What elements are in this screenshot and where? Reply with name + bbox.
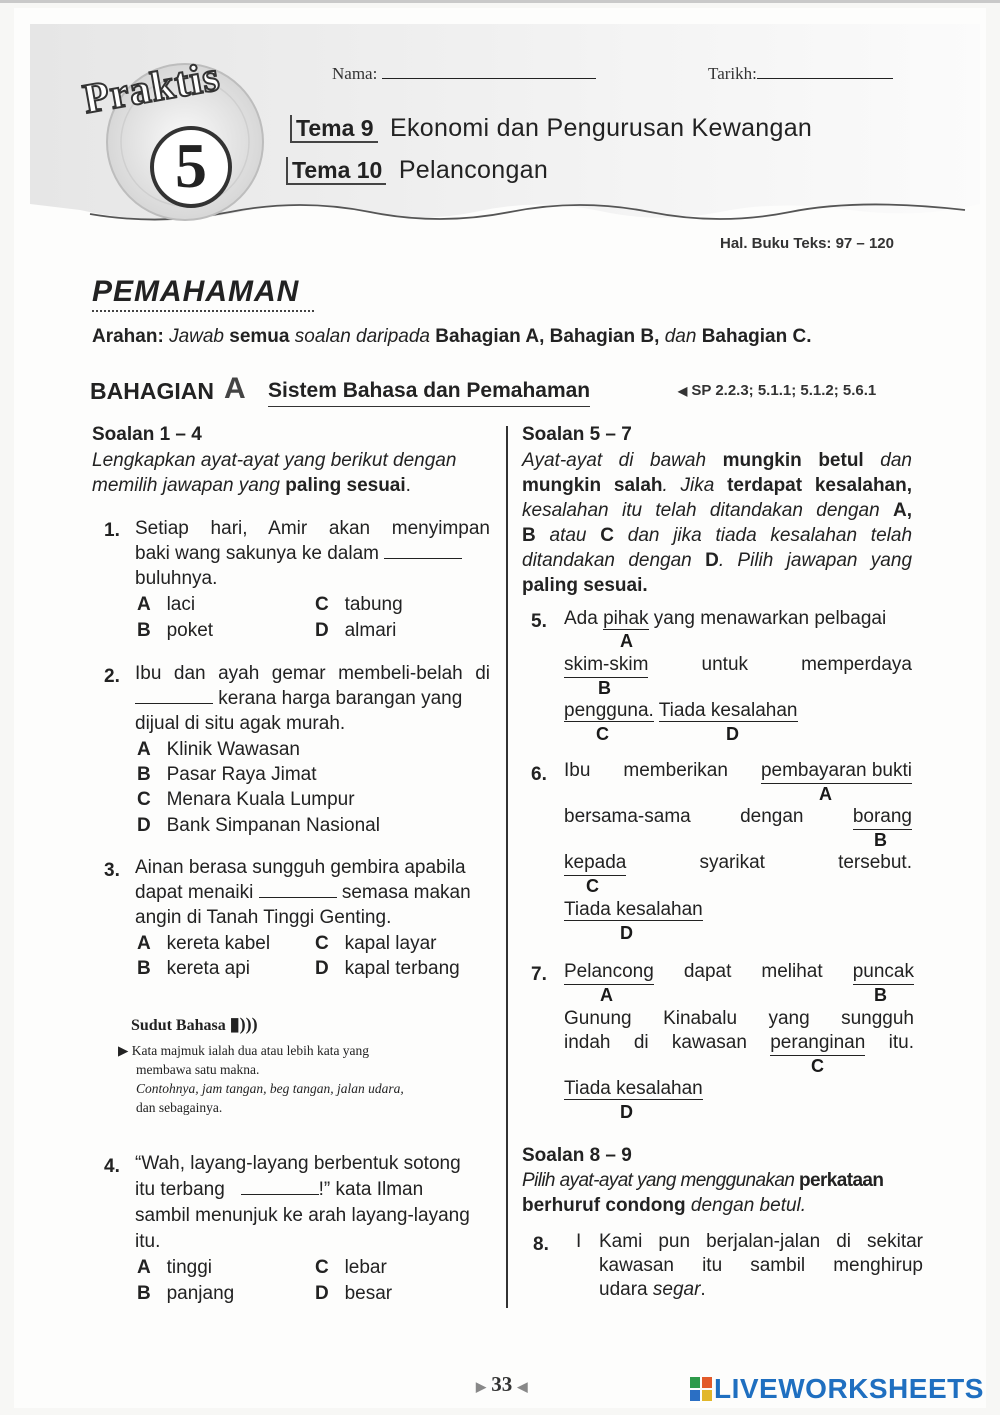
q2-blank[interactable] bbox=[135, 687, 213, 704]
q6-line2: bersama-sama dengan borang bbox=[564, 804, 912, 830]
sp-codes: ◀ SP 2.2.3; 5.1.1; 5.1.2; 5.6.1 bbox=[678, 382, 877, 399]
q4-option-b[interactable]: B panjang bbox=[137, 1283, 235, 1304]
tarikh-label: Tarikh: bbox=[708, 64, 893, 84]
q7-label-c: C bbox=[811, 1056, 824, 1076]
q4-number: 4. bbox=[104, 1156, 120, 1177]
tema9-label: Tema 9 bbox=[290, 115, 378, 143]
q7-underline-c: peranginan bbox=[770, 1030, 865, 1056]
bahagian-title-underline bbox=[268, 406, 590, 407]
q3-option-a[interactable]: A kereta kabel bbox=[137, 933, 271, 954]
q4-line2: itu terbang !” kata Ilman bbox=[135, 1179, 424, 1200]
tema9-row bbox=[290, 114, 812, 143]
bahagian-label: BAHAGIAN bbox=[90, 378, 214, 404]
q1-blank[interactable] bbox=[384, 542, 462, 559]
q7-number: 7. bbox=[531, 964, 547, 985]
q2-option-b[interactable]: B Pasar Raya Jimat bbox=[137, 764, 317, 785]
right-instr2-line2: berhuruf condong dengan betul. bbox=[522, 1195, 807, 1216]
q5-underline-d: Tiada kesalahan bbox=[658, 700, 798, 721]
top-edge-line bbox=[0, 0, 1000, 3]
speaker-icon: ▮))) bbox=[229, 1014, 258, 1034]
q5-underline-a: pihak bbox=[603, 608, 649, 629]
right-instr-line5: ditandakan dengan D. Pilih jawapan yang bbox=[522, 550, 913, 571]
q3-option-d[interactable]: D kapal terbang bbox=[315, 958, 460, 979]
right-instr-line1: Ayat-ayat di bawah mungkin betul dan bbox=[522, 450, 912, 471]
page-number: ▶ 33 ◀ bbox=[476, 1372, 528, 1396]
q4-line3: sambil menunjuk ke arah layang-layang bbox=[135, 1205, 470, 1226]
q3-line1: Ainan berasa sungguh gembira apabila bbox=[135, 857, 466, 878]
q1-option-d[interactable]: D almari bbox=[315, 620, 397, 641]
tema10-row bbox=[286, 156, 548, 185]
nama-label: Nama: bbox=[332, 64, 596, 84]
q4-blank[interactable] bbox=[241, 1178, 319, 1195]
q6-number: 6. bbox=[531, 764, 547, 785]
q7-label-b: B bbox=[874, 985, 887, 1005]
q2-option-d[interactable]: D Bank Simpanan Nasional bbox=[137, 815, 380, 836]
instruction: Arahan: Jawab semua soalan daripada Bahagian A, Bahagian B, dan Bahagian C. bbox=[92, 326, 812, 347]
q1-option-b[interactable]: B poket bbox=[137, 620, 214, 641]
right-instr2-line1: Pilih ayat-ayat yang menggunakan perkataan bbox=[522, 1170, 884, 1191]
section-title-underline bbox=[92, 310, 314, 312]
q3-line3: angin di Tanah Tinggi Genting. bbox=[135, 907, 392, 928]
q7-line1: Pelancong dapat melihat puncak bbox=[564, 959, 914, 985]
q1-line2: baki wang sakunya ke dalam bbox=[135, 541, 462, 566]
q8-line3: udara segar. bbox=[599, 1279, 706, 1300]
q7-line2: Gunung Kinabalu yang sungguh bbox=[564, 1008, 914, 1029]
q8-number: 8. bbox=[533, 1234, 549, 1255]
q7-label-a: A bbox=[600, 985, 613, 1005]
q6-underline-c: kepada bbox=[564, 850, 626, 876]
q3-number: 3. bbox=[104, 860, 120, 881]
q2-number: 2. bbox=[104, 666, 120, 687]
q7-underline-b: puncak bbox=[853, 959, 914, 985]
q7-label-d: D bbox=[620, 1102, 633, 1122]
q6-underline-d: Tiada kesalahan bbox=[564, 899, 703, 920]
q5-label-d: D bbox=[726, 724, 739, 744]
tema10-title: Pelancongan bbox=[398, 156, 549, 184]
q6-line4 bbox=[564, 897, 703, 922]
q5-underline-c: pengguna. bbox=[564, 700, 654, 721]
q8-roman: I bbox=[576, 1231, 582, 1252]
q5-number: 5. bbox=[531, 611, 547, 632]
bahagian-letter: A bbox=[224, 372, 246, 405]
q8-line2: kawasan itu sambil menghirup bbox=[599, 1255, 923, 1276]
q7-underline-d: Tiada kesalahan bbox=[564, 1078, 703, 1099]
q7-underline-a: Pelancong bbox=[564, 959, 654, 985]
left-instruction-line2: memilih jawapan yang paling sesuai. bbox=[92, 475, 411, 496]
sp-arrow-icon: ◀ bbox=[678, 384, 688, 398]
q2-line1: Ibu dan ayah gemar membeli-belah di bbox=[135, 663, 490, 684]
q3-line2: dapat menaiki semasa makan bbox=[135, 882, 471, 903]
q2-option-c[interactable]: C Menara Kuala Lumpur bbox=[137, 789, 355, 810]
q4-option-c[interactable]: C lebar bbox=[315, 1257, 387, 1278]
section-title: PEMAHAMAN bbox=[92, 275, 300, 308]
q3-blank[interactable] bbox=[259, 881, 337, 898]
q3-option-c[interactable]: C kapal layar bbox=[315, 933, 437, 954]
right-instr-line6: paling sesuai. bbox=[522, 575, 648, 596]
q4-option-d[interactable]: D besar bbox=[315, 1283, 393, 1304]
q7-line4 bbox=[564, 1076, 703, 1101]
q6-line1: Ibu memberikan pembayaran bukti bbox=[564, 758, 912, 784]
soalan-5-7-heading: Soalan 5 – 7 bbox=[522, 424, 632, 445]
page-arrow-right-icon: ▶ bbox=[476, 1379, 486, 1394]
q5-label-a: A bbox=[620, 631, 633, 651]
praktis-brand-word: Praktis bbox=[79, 53, 224, 124]
bahagian-title: Sistem Bahasa dan Pemahaman bbox=[268, 379, 591, 402]
q1-number: 1. bbox=[104, 520, 120, 541]
q1-line3: buluhnya. bbox=[135, 568, 218, 589]
tarikh-field-line[interactable] bbox=[757, 64, 893, 79]
q6-line3: kepada syarikat tersebut. bbox=[564, 850, 912, 876]
q1-option-a[interactable]: A laci bbox=[137, 594, 196, 615]
q6-label-c: C bbox=[586, 876, 599, 896]
sudut-bahasa-title: Sudut Bahasa ▮))) bbox=[131, 1014, 258, 1034]
textbook-pages: Hal. Buku Teks: 97 – 120 bbox=[720, 235, 894, 252]
q5-label-c: C bbox=[596, 724, 609, 744]
q6-label-d: D bbox=[620, 923, 633, 943]
q3-option-b[interactable]: B kereta api bbox=[137, 958, 251, 979]
q5-underline-b: skim-skim bbox=[564, 652, 648, 678]
q5-label-b: B bbox=[598, 678, 611, 698]
q8-line1: Kami pun berjalan-jalan di sekitar bbox=[599, 1231, 923, 1252]
q6-label-b: B bbox=[874, 830, 887, 850]
q4-line4: itu. bbox=[135, 1231, 161, 1252]
column-divider bbox=[506, 426, 508, 1308]
q4-option-a[interactable]: A tinggi bbox=[137, 1257, 212, 1278]
q1-line1: Setiap hari, Amir akan menyimpan bbox=[135, 518, 490, 539]
soalan-1-4-heading: Soalan 1 – 4 bbox=[92, 424, 202, 445]
q1-option-c[interactable]: C tabung bbox=[315, 594, 403, 615]
sudut-bahasa-body: ▶ Kata majmuk ialah dua atau lebih kata yang membawa satu makna. Contohnya, jam tangan, beg tangan, jalan udara, dan sebagainya. bbox=[118, 1043, 404, 1115]
q5-line2: skim-skim untuk memperdaya bbox=[564, 652, 912, 678]
praktis-number: 5 bbox=[175, 130, 207, 201]
right-instr-line4: B atau C dan jika tiada kesalahan telah bbox=[522, 525, 913, 546]
q2-line2: kerana harga barangan yang bbox=[135, 686, 462, 711]
tema9-title: Ekonomi dan Pengurusan Kewangan bbox=[390, 114, 813, 142]
q6-underline-b: borang bbox=[853, 804, 912, 830]
q7-line3: indah di kawasan peranginan itu. bbox=[564, 1030, 914, 1056]
tema10-label: Tema 10 bbox=[286, 157, 386, 185]
q4-line1: “Wah, layang-layang berbentuk sotong bbox=[135, 1153, 461, 1174]
right-instr-line3: kesalahan itu telah ditandakan dengan A, bbox=[522, 500, 913, 521]
liveworksheets-logo-icon bbox=[690, 1377, 712, 1401]
q6-underline-a: pembayaran bukti bbox=[761, 758, 912, 784]
right-instr-line2: mungkin salah. Jika terdapat kesalahan, bbox=[522, 475, 912, 496]
q2-line3: dijual di situ agak murah. bbox=[135, 713, 346, 734]
liveworksheets-brand: LIVEWORKSHEETS bbox=[714, 1373, 984, 1404]
q5-line1: Ada pihak yang menawarkan pelbagai bbox=[564, 608, 887, 629]
q6-label-a: A bbox=[819, 784, 832, 804]
left-instruction-line1: Lengkapkan ayat-ayat yang berikut dengan bbox=[92, 450, 457, 471]
soalan-8-9-heading: Soalan 8 – 9 bbox=[522, 1145, 632, 1166]
pointer-arrow-icon: ▶ bbox=[118, 1043, 129, 1058]
q5-line3 bbox=[564, 698, 798, 723]
q2-option-a[interactable]: A Klinik Wawasan bbox=[137, 739, 300, 760]
nama-field-line[interactable] bbox=[382, 64, 596, 79]
bahagian-header bbox=[90, 372, 900, 406]
page-arrow-left-icon: ◀ bbox=[517, 1379, 528, 1394]
